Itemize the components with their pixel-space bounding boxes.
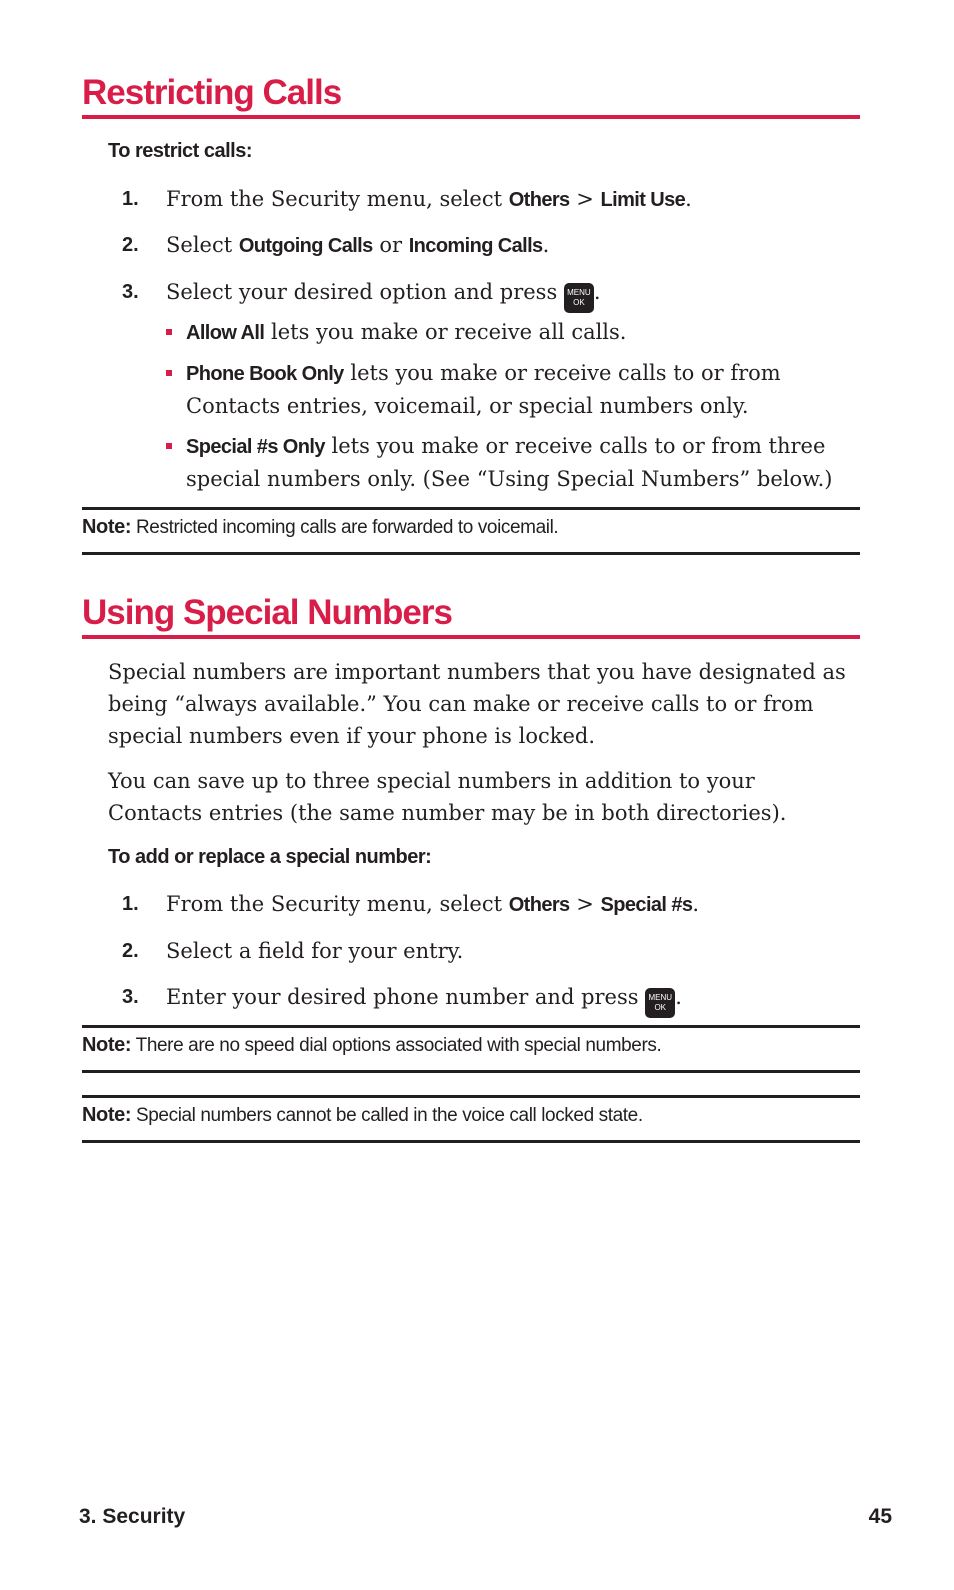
- step-number: 2.: [122, 940, 139, 962]
- bullet-square-icon: [166, 370, 172, 376]
- bullet-item: [186, 357, 862, 422]
- paragraph-line: special numbers even if your phone is locked.: [108, 724, 595, 748]
- step-number: 1.: [122, 188, 139, 210]
- step-number: 2.: [122, 234, 139, 256]
- punct: .: [542, 233, 550, 257]
- punct: .: [675, 985, 682, 1009]
- note-label: Note:: [82, 516, 132, 538]
- bullet-item: [186, 316, 862, 349]
- paragraph-line: being “always available.” You can make or receive calls to or from: [108, 692, 814, 716]
- separator: or: [372, 233, 409, 257]
- note-box: [82, 1025, 860, 1073]
- step-text: From the Security menu, select: [166, 187, 509, 211]
- option-term: Special #s Only: [186, 436, 325, 458]
- step-number: 3.: [122, 986, 139, 1008]
- section-title-restricting-calls: Restricting Calls: [82, 73, 860, 119]
- step-text: Select a field for your entry.: [166, 939, 464, 963]
- footer-page-number: 45: [868, 1505, 892, 1528]
- punct: .: [692, 892, 700, 916]
- step-text: Select your desired option and press: [166, 280, 564, 304]
- menu-term: Others: [508, 894, 570, 916]
- note-text: Special numbers cannot be called in the voice call locked state.: [131, 1105, 643, 1126]
- key-label: MENU: [567, 288, 591, 297]
- note-box: [82, 1095, 860, 1143]
- paragraph-line: You can save up to three special numbers in addition to your: [108, 769, 755, 793]
- step-number: 3.: [122, 281, 139, 303]
- menu-term: Outgoing Calls: [238, 235, 373, 257]
- step-text: Enter your desired phone number and press: [166, 985, 646, 1009]
- step-text: Select: [166, 233, 239, 257]
- paragraph: [108, 765, 860, 829]
- section-title-using-special-numbers: Using Special Numbers: [82, 593, 860, 639]
- note-text: Restricted incoming calls are forwarded to voicemail.: [131, 517, 559, 538]
- step-number: 1.: [122, 893, 139, 915]
- subheading-add-special: To add or replace a special number:: [108, 846, 432, 868]
- menu-term: Special #s: [600, 894, 693, 916]
- key-label: MENU: [648, 993, 672, 1002]
- menu-term: Incoming Calls: [408, 235, 543, 257]
- paragraph-line: Special numbers are important numbers that you have designated as: [108, 660, 846, 684]
- separator: >: [569, 187, 601, 211]
- menu-term: Limit Use: [600, 189, 686, 211]
- note-box: [82, 507, 860, 555]
- menu-ok-key-icon: [564, 283, 594, 313]
- bullet-text: special numbers only. (See “Using Special Numbers” below.): [186, 467, 833, 491]
- option-term: Allow All: [186, 322, 265, 344]
- bullet-square-icon: [166, 443, 172, 449]
- note-label: Note:: [82, 1104, 132, 1126]
- key-label: OK: [573, 298, 585, 307]
- bullet-text: Contacts entries, voicemail, or special numbers only.: [186, 394, 749, 418]
- bullet-text: lets you make or receive calls to or from: [343, 361, 781, 385]
- key-label: OK: [654, 1003, 666, 1012]
- punct: .: [685, 187, 692, 211]
- option-term: Phone Book Only: [186, 363, 344, 385]
- menu-term: Others: [508, 189, 570, 211]
- paragraph-line: Contacts entries (the same number may be in both directories).: [108, 801, 787, 825]
- subheading-restrict: To restrict calls:: [108, 140, 253, 162]
- punct: .: [593, 280, 601, 304]
- separator: >: [569, 892, 601, 916]
- step-text: From the Security menu, select: [166, 892, 509, 916]
- bullet-square-icon: [166, 329, 172, 335]
- bullet-item: [186, 430, 862, 495]
- note-text: There are no speed dial options associated with special numbers.: [131, 1035, 662, 1056]
- paragraph: [108, 656, 860, 752]
- bullet-text: lets you make or receive all calls.: [264, 320, 627, 344]
- menu-ok-key-icon: [645, 988, 675, 1018]
- note-label: Note:: [82, 1034, 132, 1056]
- bullet-text: lets you make or receive calls to or from three: [324, 434, 826, 458]
- footer-section: 3. Security: [79, 1505, 186, 1528]
